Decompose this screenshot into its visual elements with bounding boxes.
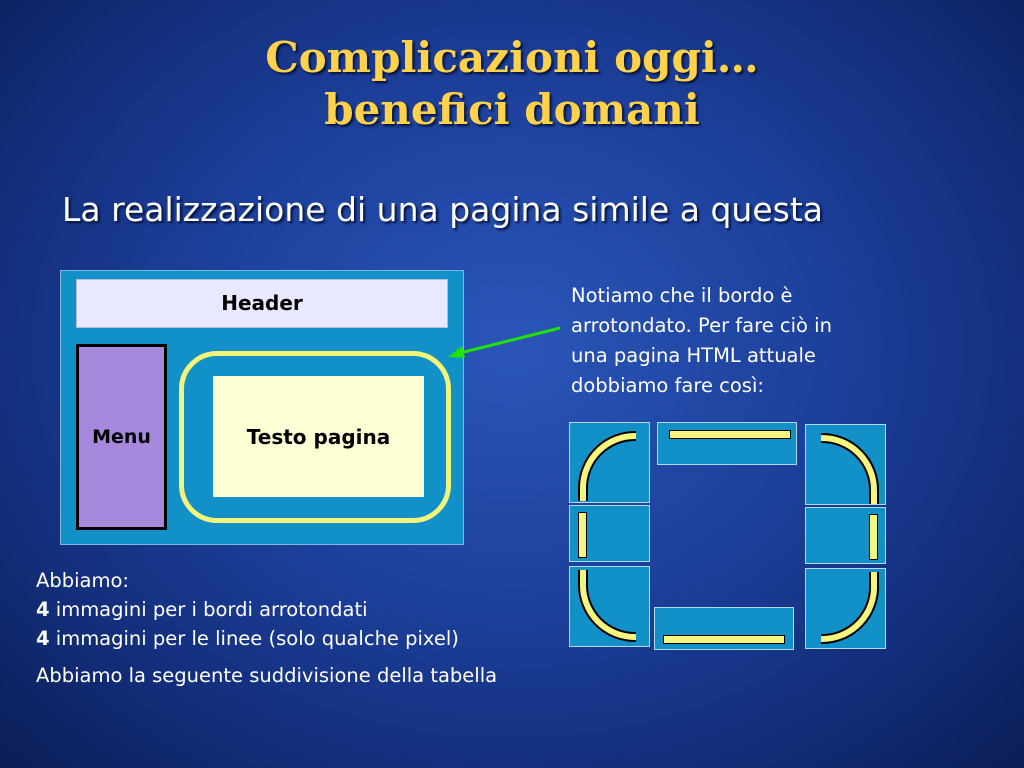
line-bar-icon (658, 423, 798, 466)
title-line-1: Complicazioni oggi… (265, 33, 759, 82)
diagram-content (213, 376, 424, 497)
slide-title (0, 32, 1024, 136)
bottom-line-2 (36, 624, 556, 653)
top-line-tile (657, 422, 797, 465)
corner-arc-icon (570, 567, 651, 648)
left-line-tile (569, 505, 650, 562)
green-arrow-icon (440, 320, 565, 365)
title-line-2: benefici domani (324, 85, 700, 134)
diagram-header: Header (76, 279, 448, 328)
top-left-corner-tile (569, 422, 650, 503)
bottom-text (36, 566, 556, 690)
page-layout-diagram (60, 270, 464, 545)
bottom-right-corner-tile (805, 568, 886, 649)
diagram-menu (76, 344, 167, 530)
bottom-line-1 (36, 595, 556, 624)
bottom-conclusion: Abbiamo la seguente suddivisione della tabella (36, 664, 498, 687)
line-bar-icon (806, 508, 887, 565)
note-text: Notiamo che il bordo è arrotondato. Per fare ciò in una pagina HTML attuale dobbiamo fare così: (571, 284, 832, 397)
diagram-content-label: Testo pagina (246, 424, 391, 449)
line-2-text: immagini per le linee (solo qualche pixel) (49, 627, 459, 650)
bottom-intro: Abbiamo: (36, 569, 129, 592)
bottom-line-tile (654, 607, 794, 650)
right-line-tile (805, 507, 886, 564)
count-2: 4 (36, 627, 50, 650)
line-1-text: immagini per i bordi arrotondati (49, 598, 368, 621)
line-bar-icon (570, 506, 651, 563)
top-right-corner-tile (805, 424, 886, 505)
corner-arc-icon (806, 425, 887, 506)
corner-arc-icon (806, 569, 887, 650)
slide-subtitle: La realizzazione di una pagina simile a questa (62, 190, 823, 229)
line-bar-icon (655, 608, 795, 651)
count-1: 4 (36, 598, 50, 621)
diagram-menu-label: Menu (92, 426, 151, 448)
corner-arc-icon (570, 423, 651, 504)
bottom-left-corner-tile (569, 566, 650, 647)
